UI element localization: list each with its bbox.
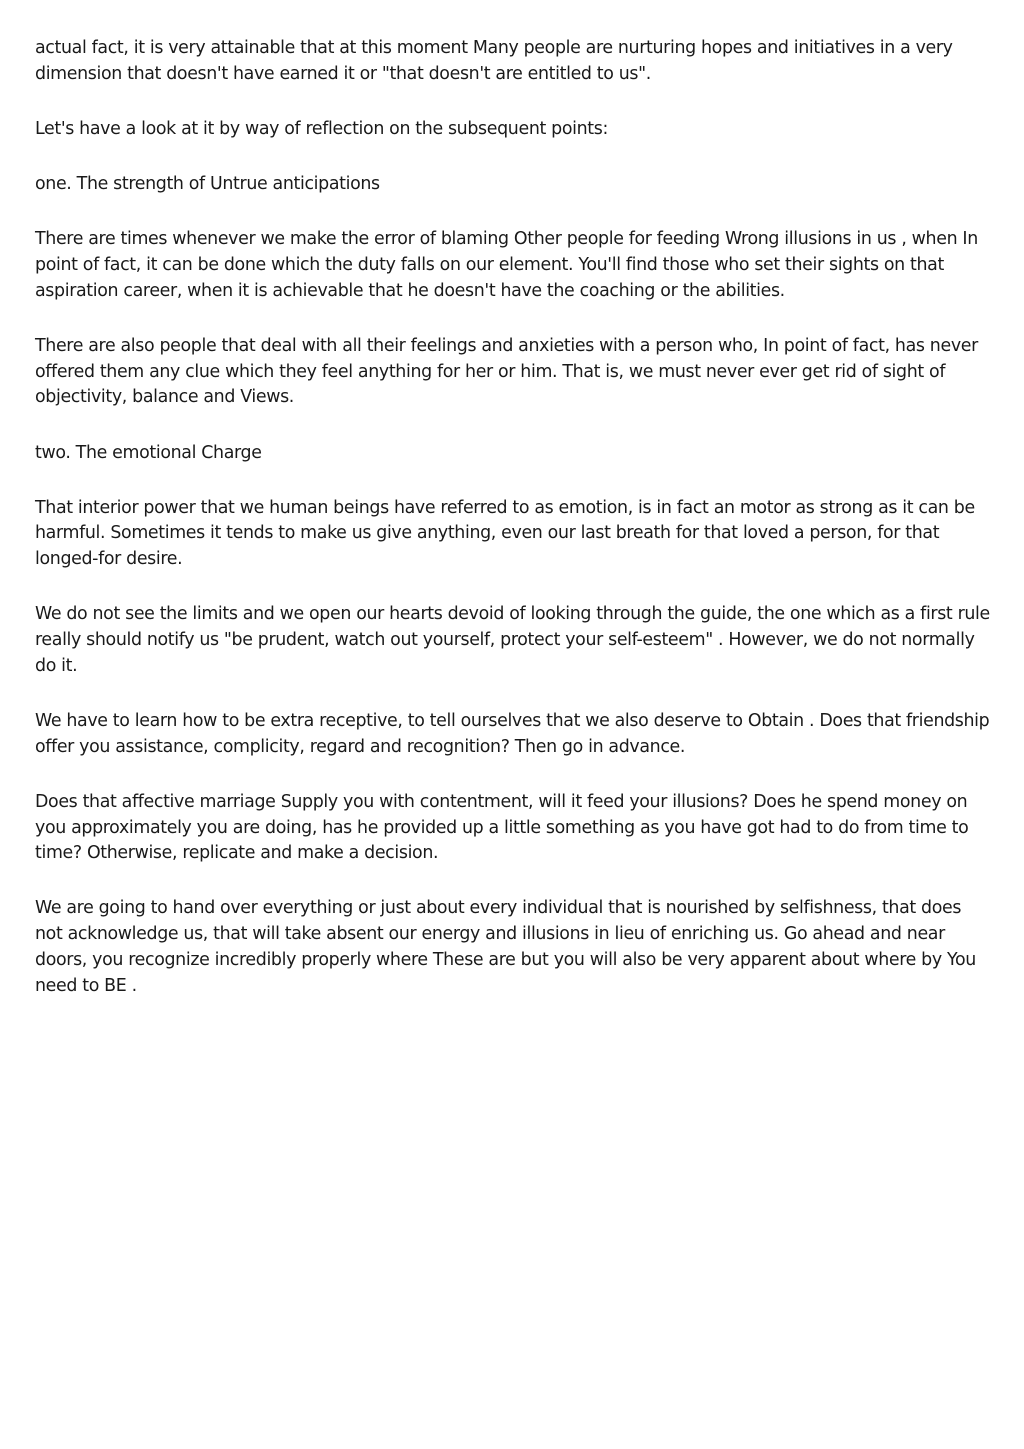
- paragraph-emotion: That interior power that we human beings have referred to as emotion, is in fact an motor as strong as it can be harmful. Sometimes it tends to make us give anything, even our last breath for that loved a person, for that longed-for desire.: [35, 497, 975, 570]
- paragraph-false-expectations: There are times whenever we make the error of blaming Other people for feeding Wrong illusions in us , when In point of fact, it can be done which the duty falls on our element. You'll find those who set their sights on that aspiration career, when it is achievable that he doesn't have the coaching or the abilities.: [35, 229, 978, 301]
- paragraph-closing: We are going to hand over everything or just about every individual that is nourished by selfishness, that does not acknowledge us, that will take absent our energy and illusions in lieu of enriching us. Go ahead and near doors, you recognize incredibly properly where These are but you will also be very apparent about where by You need to BE .: [35, 898, 976, 996]
- section-heading-one: one. The strength of Untrue anticipations: [35, 174, 380, 195]
- paragraph-intro: actual fact, it is very attainable that at this moment Many people are nurturing hopes and initiatives in a very dimension that doesn't have earned it or "that doesn't are entitled to us".: [35, 38, 953, 84]
- paragraph-receptive: We have to learn how to be extra receptive, to tell ourselves that we also deserve to Obtain . Does that friendship offer you assistance, complicity, regard and recognition? Then go in advance.: [35, 710, 990, 757]
- paragraph-lead-in: Let's have a look at it by way of reflection on the subsequent points:: [35, 118, 608, 139]
- paragraph-objectivity: There are also people that deal with all their feelings and anxieties with a person who, In point of fact, has never offered them any clue which they feel anything for her or him. That is, we must never ever get rid of sight of objectivity, balance and Views.: [35, 335, 978, 408]
- paragraph-marriage: Does that affective marriage Supply you with contentment, will it feed your illusions? Does he spend money on you approximately you are doing, has he provided up a little something as you have got had to do from time to time? Otherwise, replicate and make a decision.: [35, 791, 969, 864]
- section-heading-two: two. The emotional Charge: [35, 442, 262, 463]
- document-body: [35, 36, 993, 1029]
- paragraph-limits: We do not see the limits and we open our hearts devoid of looking through the guide, the one which as a first rule really should notify us "be prudent, watch out yourself, protect your self-esteem" . However, we do not normally do it.: [35, 604, 990, 676]
